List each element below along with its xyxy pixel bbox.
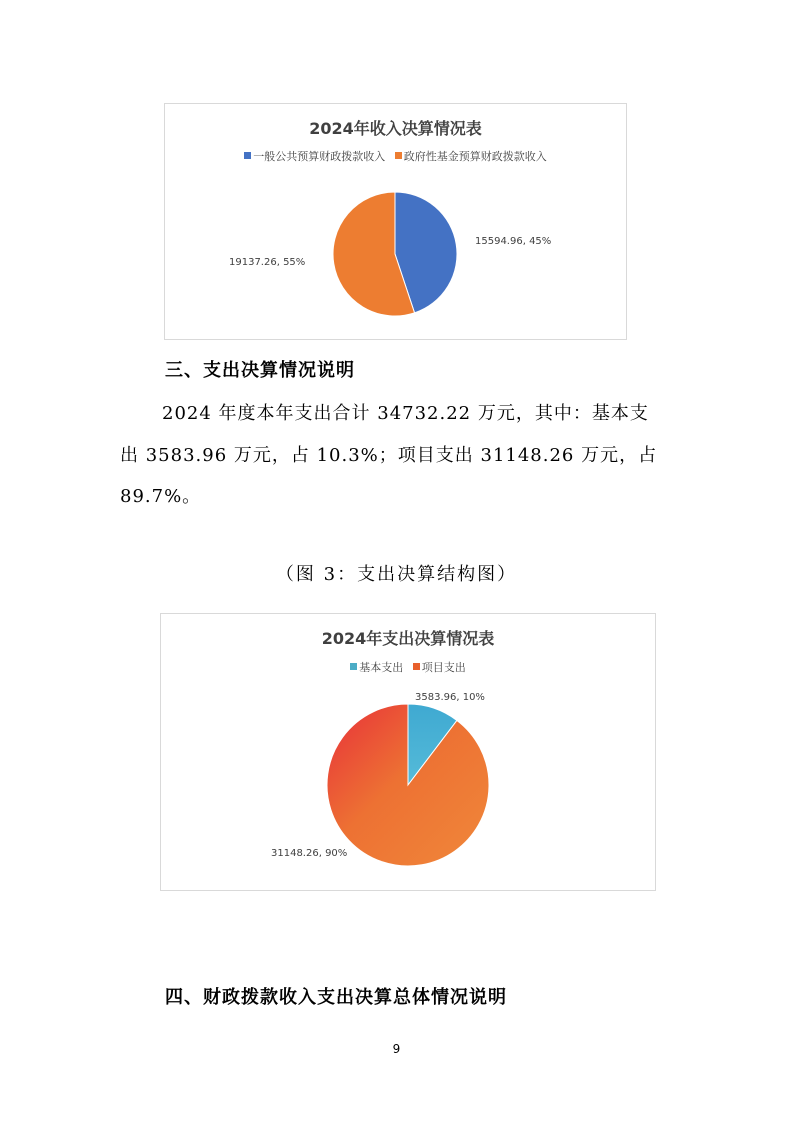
legend-swatch-general-budget: [244, 152, 251, 159]
legend-item-general-budget: [244, 148, 385, 164]
section3-paragraph-line-1: 2024 年度本年支出合计 34732.22 万元，其中：基本支: [162, 403, 649, 424]
legend-label-general-budget: 一般公共预算财政拨款收入: [253, 150, 386, 163]
section3-paragraph-line-3: 89.7%。: [120, 486, 202, 507]
income-data-label-fund-budget: 19137.26, 55%: [229, 257, 306, 268]
expenditure-chart-legend: [161, 659, 655, 675]
figure3-caption: （图 3：支出决算结构图）: [275, 564, 518, 585]
expenditure-pie: [327, 704, 489, 866]
expenditure-data-label-project: 31148.26, 90%: [271, 848, 348, 859]
income-pie: [333, 192, 457, 316]
section4-heading: 四、财政拨款收入支出决算总体情况说明: [165, 987, 507, 1008]
legend-swatch-basic-expenditure: [350, 663, 357, 670]
legend-item-basic-expenditure: [350, 659, 403, 675]
expenditure-chart-title: 2024年支出决算情况表: [321, 629, 495, 648]
expenditure-data-label-basic: 3583.96, 10%: [415, 692, 485, 703]
income-chart-legend: [165, 148, 626, 164]
legend-label-basic-expenditure: 基本支出: [359, 661, 404, 674]
legend-label-project-expenditure: 项目支出: [421, 661, 466, 674]
section3-heading: 三、支出决算情况说明: [165, 360, 355, 381]
page-number: 9: [392, 1042, 401, 1056]
expenditure-chart: [160, 613, 656, 891]
legend-item-project-expenditure: [413, 659, 466, 675]
legend-item-fund-budget: [395, 148, 547, 164]
expenditure-pie-slice-1: [327, 704, 489, 866]
legend-label-fund-budget: 政府性基金预算财政拨款收入: [403, 150, 547, 163]
section3-paragraph-line-2: 出 3583.96 万元，占 10.3%；项目支出 31148.26 万元，占: [120, 445, 658, 466]
legend-swatch-project-expenditure: [413, 663, 420, 670]
income-chart: [164, 103, 627, 340]
legend-swatch-fund-budget: [395, 152, 402, 159]
income-data-label-general-budget: 15594.96, 45%: [475, 236, 552, 247]
income-chart-title: 2024年收入决算情况表: [309, 119, 482, 138]
